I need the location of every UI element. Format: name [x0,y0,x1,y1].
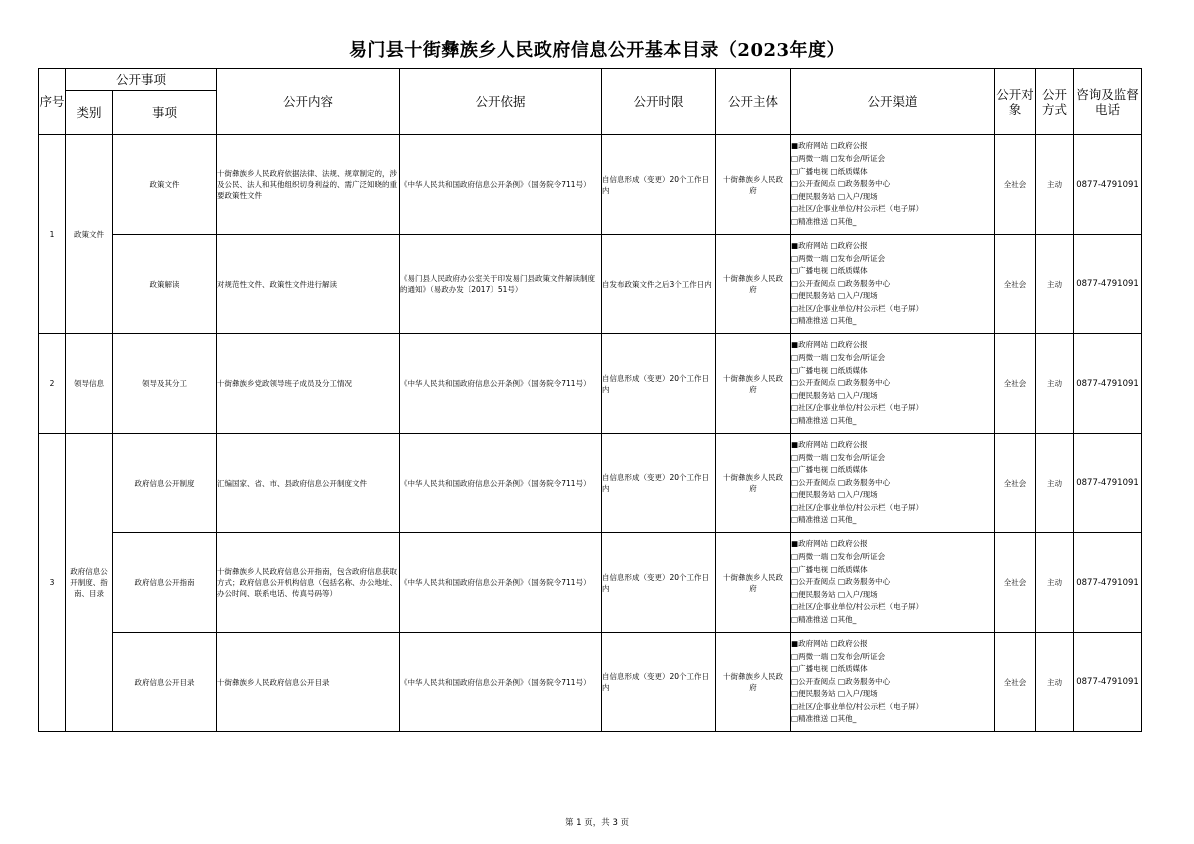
channel-option: □社区/企事业单位/村公示栏（电子屏） [791,303,924,313]
row-phone: 0877-4791091 [1074,633,1142,732]
row-audience: 全社会 [995,434,1036,533]
channel-option: □便民服务站 □入户/现场 [791,589,878,599]
row-phone: 0877-4791091 [1074,434,1142,533]
channel-option: □社区/企事业单位/村公示栏（电子屏） [791,204,924,214]
row-time-limit: 自信息形成（变更）20个工作日内 [602,533,716,633]
channel-option: □两微一端 □发布会/听证会 [791,651,886,661]
header-time-limit: 公开时限 [602,69,716,135]
row-seq: 2 [39,334,66,434]
channel-option: ■政府网站 □政府公报 [791,439,868,449]
channel-option: □精准推送 □其他_ [791,515,857,525]
header-audience: 公开对象 [995,69,1036,135]
row-method: 主动 [1036,235,1074,334]
row-basis: 《中华人民共和国政府信息公开条例》（国务院令711号） [400,533,602,633]
header-subject: 公开主体 [716,69,791,135]
channel-option: □社区/企事业单位/村公示栏（电子屏） [791,502,924,512]
channel-option: □公开查阅点 □政务服务中心 [791,179,891,189]
channel-option: □公开查阅点 □政务服务中心 [791,577,891,587]
row-time-limit: 自信息形成（变更）20个工作日内 [602,434,716,533]
row-phone: 0877-4791091 [1074,334,1142,434]
row-method: 主动 [1036,334,1074,434]
row-category: 领导信息 [66,334,113,434]
row-audience: 全社会 [995,235,1036,334]
row-item: 领导及其分工 [113,334,217,434]
table-row [39,633,1142,732]
channel-option: □两微一端 □发布会/听证会 [791,154,886,164]
channel-option: □两微一端 □发布会/听证会 [791,353,886,363]
row-item: 政策文件 [113,135,217,235]
header-channels: 公开渠道 [791,69,995,135]
row-audience: 全社会 [995,334,1036,434]
channel-option: □精准推送 □其他_ [791,614,857,624]
row-basis: 《易门县人民政府办公室关于印发易门县政策文件解读制度的通知》（易政办发〔2017〕51号） [400,235,602,334]
channel-option: ■政府网站 □政府公报 [791,539,868,549]
channel-option: □精准推送 □其他_ [791,216,857,226]
row-content: 十街彝族乡人民政府依据法律、法规、规章制定的，涉及公民、法人和其他组织切身利益的、需广泛知晓的重要政策性文件 [217,135,400,235]
channel-option: □便民服务站 □入户/现场 [791,191,878,201]
row-subject: 十街彝族乡人民政府 [716,135,791,235]
row-basis: 《中华人民共和国政府信息公开条例》（国务院令711号） [400,334,602,434]
row-audience: 全社会 [995,135,1036,235]
row-phone: 0877-4791091 [1074,135,1142,235]
row-content: 十街彝族乡人民政府信息公开指南，包含政府信息获取方式；政府信息公开机构信息（包括名称、办公地址、办公时间、联系电话、传真号码等） [217,533,400,633]
row-content: 十街彝族乡党政领导班子成员及分工情况 [217,334,400,434]
channel-option: □公开查阅点 □政务服务中心 [791,278,891,288]
row-channels [791,633,995,732]
channel-option: □社区/企事业单位/村公示栏（电子屏） [791,701,924,711]
row-channels [791,533,995,633]
row-content: 对规范性文件、政策性文件进行解读 [217,235,400,334]
row-method: 主动 [1036,434,1074,533]
row-item: 政府信息公开目录 [113,633,217,732]
row-subject: 十街彝族乡人民政府 [716,334,791,434]
channel-option: ■政府网站 □政府公报 [791,240,868,250]
row-channels [791,334,995,434]
channel-option: □社区/企事业单位/村公示栏（电子屏） [791,602,924,612]
header-basis: 公开依据 [400,69,602,135]
header-item: 事项 [113,91,217,135]
channel-option: □精准推送 □其他_ [791,714,857,724]
channel-option: □广播电视 □纸质媒体 [791,266,868,276]
row-basis: 《中华人民共和国政府信息公开条例》（国务院令711号） [400,434,602,533]
channel-option: □广播电视 □纸质媒体 [791,564,868,574]
header-method: 公开方式 [1036,69,1074,135]
row-time-limit: 自信息形成（变更）20个工作日内 [602,334,716,434]
channel-option: □广播电视 □纸质媒体 [791,465,868,475]
page-footer: 第 1 页，共 3 页 [564,818,630,828]
table-row [39,533,1142,633]
row-basis: 《中华人民共和国政府信息公开条例》（国务院令711号） [400,135,602,235]
catalog-table [38,68,1142,732]
channel-option: □公开查阅点 □政务服务中心 [791,676,891,686]
header-items-group: 公开事项 [66,69,217,91]
table-body [39,135,1142,732]
channel-option: □广播电视 □纸质媒体 [791,166,868,176]
row-item: 政府信息公开指南 [113,533,217,633]
header-phone: 咨询及监督电话 [1074,69,1142,135]
header-content: 公开内容 [217,69,400,135]
row-phone: 0877-4791091 [1074,235,1142,334]
channel-option: □公开查阅点 □政务服务中心 [791,477,891,487]
channel-option: □两微一端 □发布会/听证会 [791,452,886,462]
row-method: 主动 [1036,633,1074,732]
row-basis: 《中华人民共和国政府信息公开条例》（国务院令711号） [400,633,602,732]
row-subject: 十街彝族乡人民政府 [716,533,791,633]
channel-option: □便民服务站 □入户/现场 [791,390,878,400]
row-phone: 0877-4791091 [1074,533,1142,633]
row-channels [791,235,995,334]
row-time-limit: 自信息形成（变更）20个工作日内 [602,633,716,732]
channel-option: ■政府网站 □政府公报 [791,638,868,648]
row-time-limit: 自发布政策文件之后3个工作日内 [602,235,716,334]
row-subject: 十街彝族乡人民政府 [716,434,791,533]
channel-option: □精准推送 □其他_ [791,316,857,326]
row-subject: 十街彝族乡人民政府 [716,633,791,732]
channel-option: ■政府网站 □政府公报 [791,141,868,151]
channel-option: □两微一端 □发布会/听证会 [791,253,886,263]
header-seq: 序号 [39,69,66,135]
channel-option: □精准推送 □其他_ [791,415,857,425]
row-content: 十街彝族乡人民政府信息公开目录 [217,633,400,732]
channel-option: □两微一端 □发布会/听证会 [791,552,886,562]
row-item: 政府信息公开制度 [113,434,217,533]
row-method: 主动 [1036,533,1074,633]
row-audience: 全社会 [995,533,1036,633]
channel-option: □广播电视 □纸质媒体 [791,664,868,674]
row-channels [791,434,995,533]
row-audience: 全社会 [995,633,1036,732]
table-row [39,334,1142,434]
row-method: 主动 [1036,135,1074,235]
page-title: 易门县十街彝族乡人民政府信息公开基本目录（2023年度） [348,40,846,61]
table-row [39,434,1142,533]
channel-option: □公开查阅点 □政务服务中心 [791,378,891,388]
channel-option: □社区/企事业单位/村公示栏（电子屏） [791,403,924,413]
header-category: 类别 [66,91,113,135]
table-row [39,235,1142,334]
channel-option: □广播电视 □纸质媒体 [791,365,868,375]
row-seq: 1 [39,135,66,334]
channel-option: □便民服务站 □入户/现场 [791,291,878,301]
row-seq: 3 [39,434,66,732]
row-item: 政策解读 [113,235,217,334]
row-category: 政策文件 [66,135,113,334]
row-content: 汇编国家、省、市、县政府信息公开制度文件 [217,434,400,533]
row-time-limit: 自信息形成（变更）20个工作日内 [602,135,716,235]
channel-option: ■政府网站 □政府公报 [791,340,868,350]
table-row [39,135,1142,235]
channel-option: □便民服务站 □入户/现场 [791,689,878,699]
row-channels [791,135,995,235]
row-subject: 十街彝族乡人民政府 [716,235,791,334]
row-category: 政府信息公开制度、指南、目录 [66,434,113,732]
channel-option: □便民服务站 □入户/现场 [791,490,878,500]
